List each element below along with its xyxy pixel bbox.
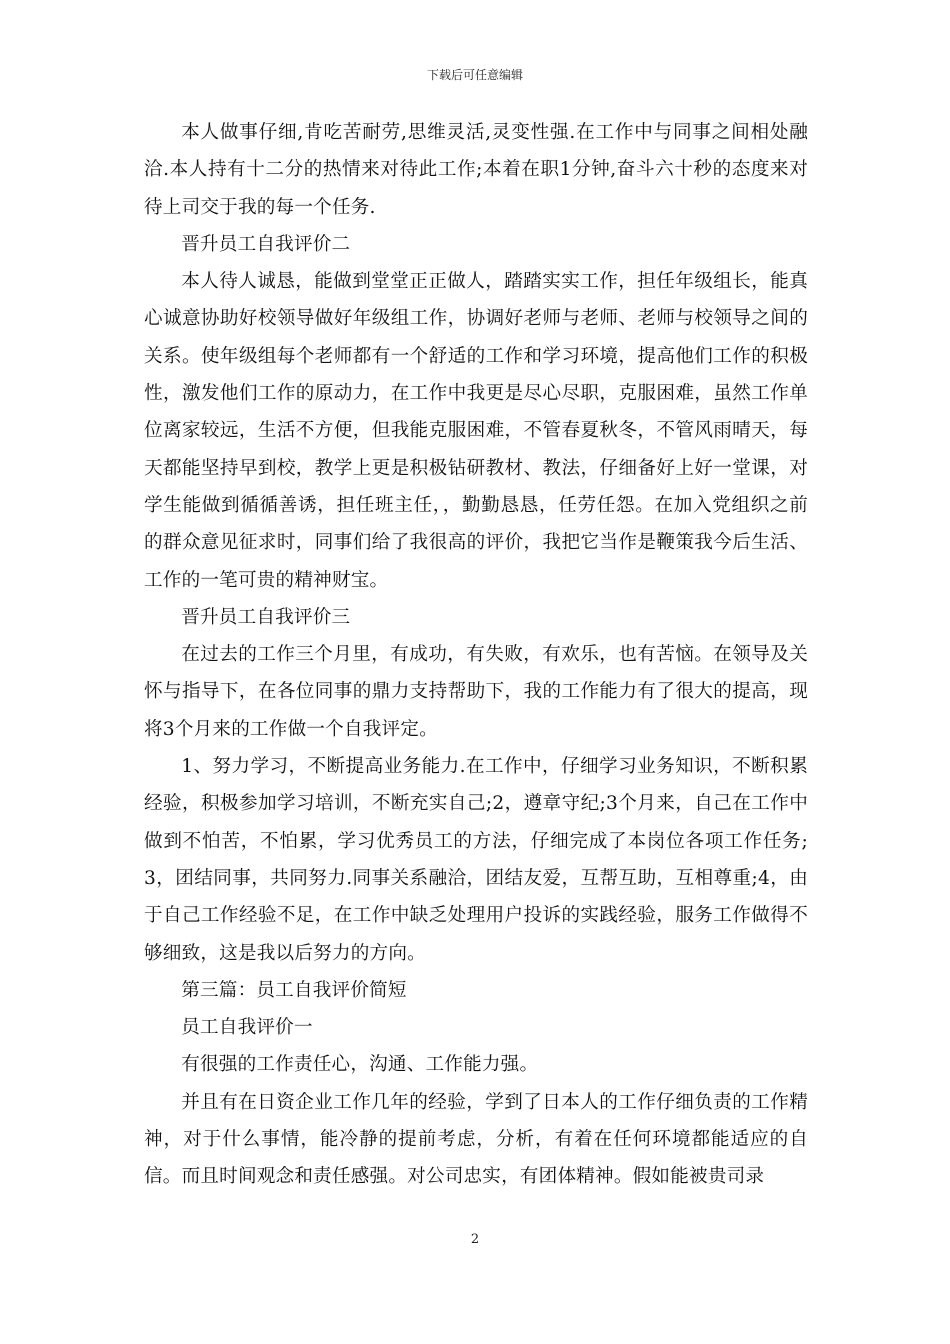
paragraph-summary: 有很强的工作责任心，沟通、工作能力强。 (181, 1054, 539, 1076)
paragraph-evaluation-2: 本人待人诚恳，能做到堂堂正正做人，踏踏实实工作，担任年级组长，能真心诚意协助好校领导做好年级组工作，协调好老师与老师、老师与校领导之间的关系。使年级组每个老师都有一个舒适的工作和学习环境，提高他们工作的积极性，激发他们工作的原动力，在工作中我更是尽心尽职，克服困难，虽然工作单位离家较远，生活不方便，但我能克服困难，不管春夏秋冬，不管风雨晴天，每天都能坚持早到校，教学上更是积极钻研教材、教法，仔细备好上好一堂课，对学生能做到循循善诱，担任班主任，，勤勤恳恳，任劳任怨。在加入党组织之前的群众意见征求时，同事们给了我很高的评价，我把它当作是鞭策我今后生活、工作的一笔可贵的精神财宝。 (144, 271, 808, 591)
page-header: 下载后可任意编辑 (426, 68, 523, 82)
section-heading-1: 员工自我评价一 (181, 1017, 313, 1039)
paragraph-intro: 本人做事仔细,肯吃苦耐劳,思维灵活,灵变性强.在工作中与同事之间相处融洽.本人持有十二分的热情来对待此工作;本着在职1分钟,奋斗六十秒的态度来对待上司交于我的每一个任务. (144, 122, 808, 218)
paragraph-evaluation-3: 在过去的工作三个月里，有成功，有失败，有欢乐，也有苦恼。在领导及关怀与指导下，在各位同事的鼎力支持帮助下，我的工作能力有了很大的提高，现将3个月来的工作做一个自我评定。 (144, 644, 808, 740)
page-number: 2 (470, 1232, 480, 1247)
chapter-heading: 第三篇：员工自我评价简短 (181, 979, 407, 1001)
paragraph-experience: 并且有在日资企业工作几年的经验，学到了日本人的工作仔细负责的工作精神，对于什么事情，能冷静的提前考虑，分析，有着在任何环境都能适应的自信。而且时间观念和责任感强。对公司忠实，有团体精神。假如能被贵司录 (144, 1091, 808, 1188)
section-heading-3: 晋升员工自我评价三 (181, 606, 351, 628)
paragraph-evaluation-3-list: 1、努力学习，不断提高业务能力.在工作中，仔细学习业务知识，不断积累经验，积极参加学习培训，不断充实自己;2，遵章守纪;3个月来，自己在工作中做到不怕苦，不怕累，学习优秀员工的方法，仔细完成了本岗位各项工作任务;3，团结同事，共同努力.同事关系融洽，团结友爱，互帮互助，互相尊重;4，由于自己工作经验不足，在工作中缺乏处理用户投诉的实践经验，服务工作做得不够细致，这是我以后努力的方向。 (144, 756, 808, 964)
section-heading-2: 晋升员工自我评价二 (181, 233, 351, 255)
document-body (144, 114, 808, 1196)
